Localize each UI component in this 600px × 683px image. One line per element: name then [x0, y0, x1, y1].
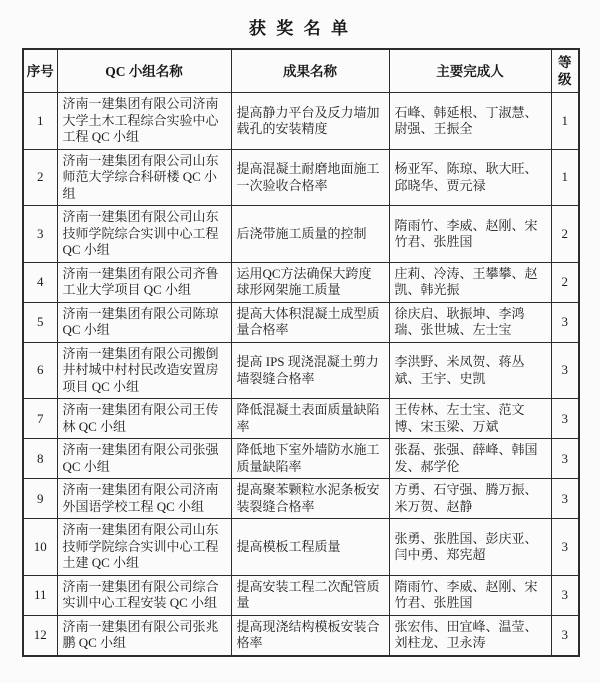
column-header-serial-number: 序号 [23, 49, 57, 93]
cell-group-name: 济南一建集团有限公司综合实训中心工程安装 QC 小组 [57, 575, 231, 615]
cell-members: 李洪野、米凤贺、蒋丛斌、王宇、史凯 [389, 342, 551, 399]
cell-grade: 3 [551, 519, 579, 576]
cell-grade: 2 [551, 206, 579, 263]
cell-members: 庄莉、冷涛、王攀攀、赵凯、韩光振 [389, 262, 551, 302]
page-title: 获 奖 名 单 [248, 19, 352, 38]
cell-serial-number: 4 [23, 262, 57, 302]
cell-group-name: 济南一建集团有限公司张兆鹏 QC 小组 [57, 615, 231, 656]
cell-grade: 3 [551, 575, 579, 615]
cell-serial-number: 9 [23, 479, 57, 519]
table-row [23, 519, 579, 576]
cell-serial-number: 2 [23, 149, 57, 206]
cell-group-name: 济南一建集团有限公司张强 QC 小组 [57, 439, 231, 479]
cell-group-name: 济南一建集团有限公司搬倒井村城中村村民改造安置房项目 QC 小组 [57, 342, 231, 399]
cell-serial-number: 8 [23, 439, 57, 479]
cell-serial-number: 12 [23, 615, 57, 656]
award-table-header [23, 49, 579, 93]
cell-members: 隋雨竹、李威、赵刚、宋竹君、张胜国 [389, 206, 551, 263]
table-row [23, 575, 579, 615]
cell-achievement: 降低混凝土表面质量缺陷率 [231, 399, 389, 439]
table-row [23, 615, 579, 656]
award-table [22, 48, 580, 657]
cell-members: 张勇、张胜国、彭庆亚、闫中勇、郑宪超 [389, 519, 551, 576]
table-row [23, 93, 579, 150]
cell-achievement: 提高现浇结构模板安装合格率 [231, 615, 389, 656]
table-row [23, 262, 579, 302]
cell-grade: 2 [551, 262, 579, 302]
table-row [23, 302, 579, 342]
cell-members: 徐庆启、耿振坤、李鸿瑞、张世城、左士宝 [389, 302, 551, 342]
cell-serial-number: 10 [23, 519, 57, 576]
column-header-achievement-name: 成果名称 [231, 49, 389, 93]
cell-achievement: 后浇带施工质量的控制 [231, 206, 389, 263]
cell-members: 张磊、张强、薛峰、韩国发、郝学伦 [389, 439, 551, 479]
cell-members: 杨亚军、陈琼、耿大旺、邱晓华、贾元禄 [389, 149, 551, 206]
cell-group-name: 济南一建集团有限公司山东技师学院综合实训中心工程 QC 小组 [57, 206, 231, 263]
cell-members: 石峰、韩延根、丁淑慧、尉强、王振全 [389, 93, 551, 150]
table-row [23, 439, 579, 479]
cell-serial-number: 6 [23, 342, 57, 399]
cell-serial-number: 1 [23, 93, 57, 150]
cell-serial-number: 11 [23, 575, 57, 615]
cell-achievement: 提高混凝土耐磨地面施工一次验收合格率 [231, 149, 389, 206]
cell-achievement: 提高聚苯颗粒水泥条板安装裂缝合格率 [231, 479, 389, 519]
cell-achievement: 提高模板工程质量 [231, 519, 389, 576]
cell-group-name: 济南一建集团有限公司山东技师学院综合实训中心工程土建 QC 小组 [57, 519, 231, 576]
cell-group-name: 济南一建集团有限公司济南大学土木工程综合实验中心工程 QC 小组 [57, 93, 231, 150]
cell-grade: 1 [551, 93, 579, 150]
cell-achievement: 运用QC方法确保大跨度球形网架施工质量 [231, 262, 389, 302]
cell-achievement: 提高静力平台及反力墙加载孔的安装精度 [231, 93, 389, 150]
cell-grade: 3 [551, 439, 579, 479]
table-row [23, 149, 579, 206]
cell-grade: 3 [551, 615, 579, 656]
cell-grade: 1 [551, 149, 579, 206]
column-header-main-contributors: 主要完成人 [389, 49, 551, 93]
cell-achievement: 提高大体积混凝土成型质量合格率 [231, 302, 389, 342]
table-row [23, 399, 579, 439]
cell-achievement: 提高安装工程二次配管质量 [231, 575, 389, 615]
cell-group-name: 济南一建集团有限公司济南外国语学校工程 QC 小组 [57, 479, 231, 519]
cell-achievement: 提高 IPS 现浇混凝土剪力墙裂缝合格率 [231, 342, 389, 399]
table-row [23, 342, 579, 399]
table-row [23, 206, 579, 263]
cell-group-name: 济南一建集团有限公司山东师范大学综合科研楼 QC 小组 [57, 149, 231, 206]
cell-grade: 3 [551, 479, 579, 519]
cell-members: 方勇、石守强、腾万振、米万贺、赵静 [389, 479, 551, 519]
cell-members: 隋雨竹、李威、赵刚、宋竹君、张胜国 [389, 575, 551, 615]
cell-members: 王传林、左士宝、范文博、宋玉梁、万斌 [389, 399, 551, 439]
award-table-body [23, 93, 579, 656]
cell-grade: 3 [551, 342, 579, 399]
cell-serial-number: 7 [23, 399, 57, 439]
cell-members: 张宏伟、田宜峰、温莹、刘柱龙、卫永涛 [389, 615, 551, 656]
cell-group-name: 济南一建集团有限公司王传林 QC 小组 [57, 399, 231, 439]
cell-achievement: 降低地下室外墙防水施工质量缺陷率 [231, 439, 389, 479]
cell-grade: 3 [551, 399, 579, 439]
cell-group-name: 济南一建集团有限公司陈琼 QC 小组 [57, 302, 231, 342]
column-header-grade: 等级 [551, 49, 579, 93]
cell-serial-number: 3 [23, 206, 57, 263]
header-row [23, 49, 579, 93]
column-header-group-name: QC 小组名称 [57, 49, 231, 93]
cell-grade: 3 [551, 302, 579, 342]
cell-serial-number: 5 [23, 302, 57, 342]
table-row [23, 479, 579, 519]
cell-group-name: 济南一建集团有限公司齐鲁工业大学项目 QC 小组 [57, 262, 231, 302]
